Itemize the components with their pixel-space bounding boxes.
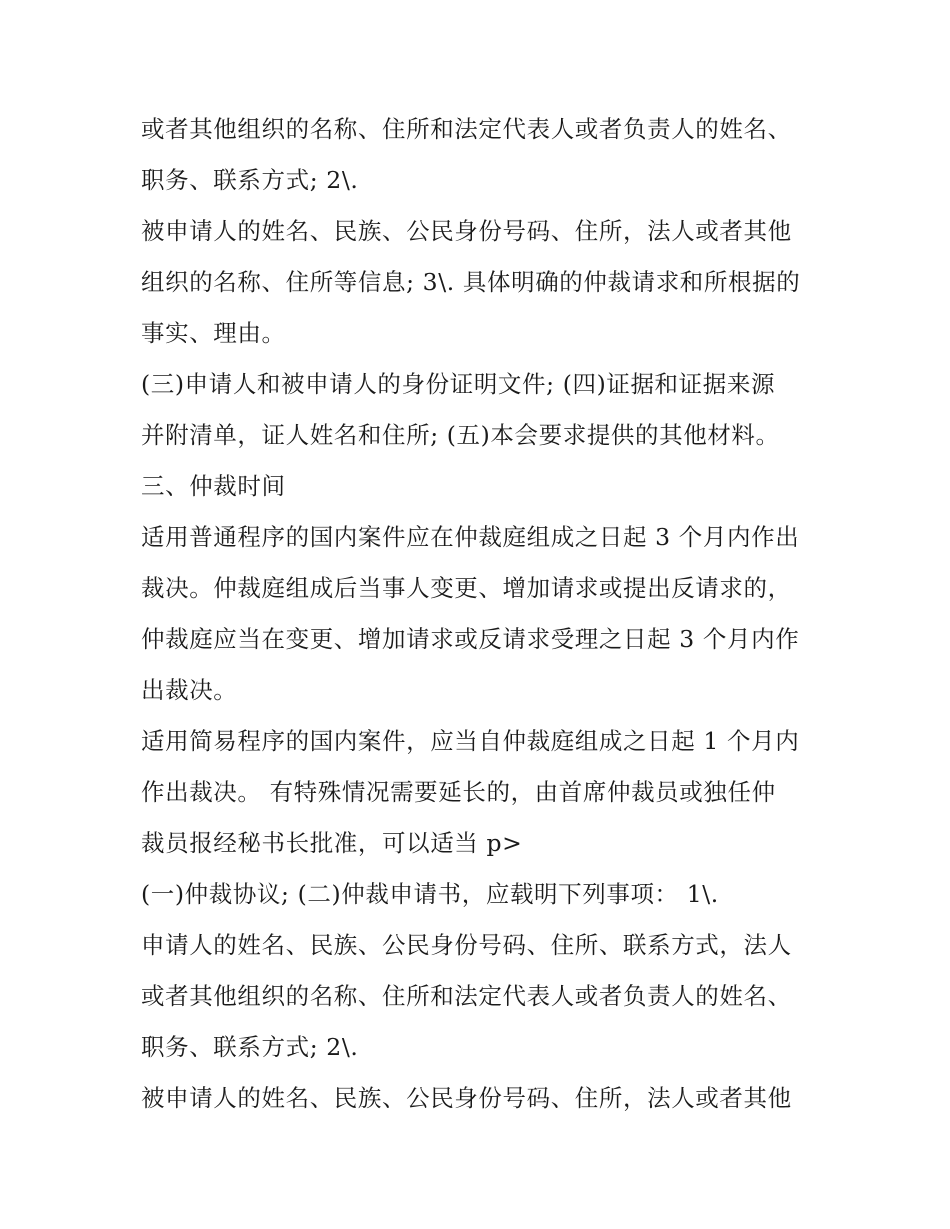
text-line: 职务、联系方式; 2\. bbox=[141, 1033, 359, 1061]
text-line: 事实、理由。 bbox=[141, 319, 286, 347]
text-line: 职务、联系方式; 2\. bbox=[141, 166, 359, 194]
text-line: 并附清单，证人姓名和住所; (五)本会要求提供的其他材料。 bbox=[141, 421, 780, 449]
text-line: 出裁决。 bbox=[141, 676, 238, 704]
text-line: 被申请人的姓名、民族、公民身份号码、住所，法人或者其他 bbox=[141, 1084, 792, 1112]
text-line: 适用简易程序的国内案件，应当自仲裁庭组成之日起 1 个月内 bbox=[141, 727, 800, 755]
document-body bbox=[141, 104, 821, 1124]
section-heading: 三、仲裁时间 bbox=[141, 472, 286, 500]
text-line: 裁员报经秘书长批准，可以适当 p> bbox=[141, 829, 523, 857]
text-line: 组织的名称、住所等信息; 3\. 具体明确的仲裁请求和所根据的 bbox=[141, 268, 801, 296]
text-line: 或者其他组织的名称、住所和法定代表人或者负责人的姓名、 bbox=[141, 115, 792, 143]
text-line: 作出裁决。 有特殊情况需要延长的，由首席仲裁员或独任仲 bbox=[141, 778, 776, 806]
text-line: 适用普通程序的国内案件应在仲裁庭组成之日起 3 个月内作出 bbox=[141, 523, 800, 551]
text-line: 申请人的姓名、民族、公民身份号码、住所、联系方式，法人 bbox=[141, 931, 792, 959]
text-line: 裁决。仲裁庭组成后当事人变更、增加请求或提出反请求的， bbox=[141, 574, 792, 602]
text-line: (一)仲裁协议; (二)仲裁申请书，应载明下列事项： 1\. bbox=[141, 880, 719, 908]
text-line: 或者其他组织的名称、住所和法定代表人或者负责人的姓名、 bbox=[141, 982, 792, 1010]
text-line: 仲裁庭应当在变更、增加请求或反请求受理之日起 3 个月内作 bbox=[141, 625, 800, 653]
text-line: (三)申请人和被申请人的身份证明文件; (四)证据和证据来源 bbox=[141, 370, 776, 398]
text-line: 被申请人的姓名、民族、公民身份号码、住所，法人或者其他 bbox=[141, 217, 792, 245]
